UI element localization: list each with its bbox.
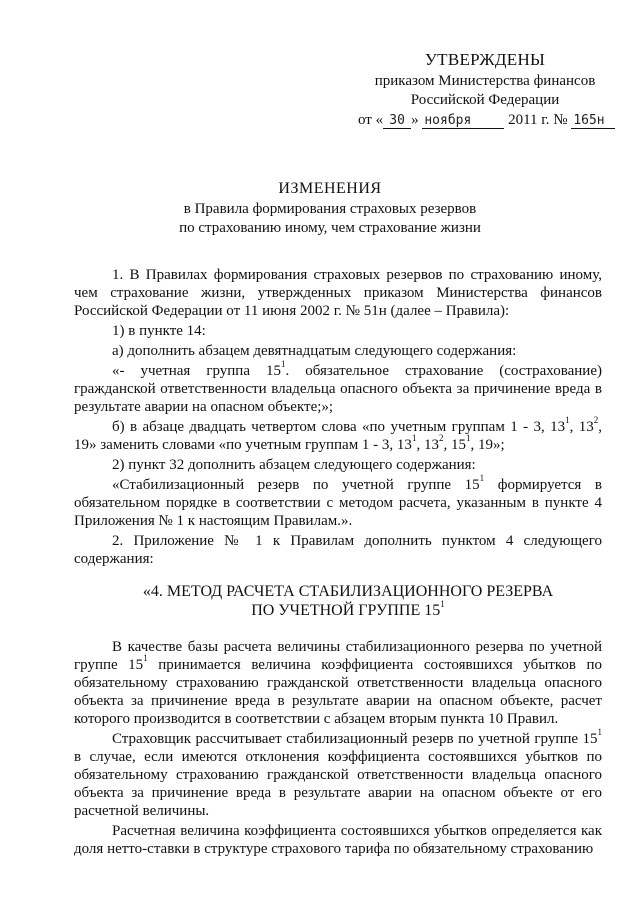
- document-body: [74, 266, 602, 860]
- date-month: ноября: [422, 114, 504, 129]
- approval-line-2: Российской Федерации: [410, 92, 560, 108]
- document-heading: [100, 179, 560, 238]
- section-title-line-1: «4. МЕТОД РАСЧЕТА СТАБИЛИЗАЦИОННОГО РЕЗЕРВА: [142, 583, 554, 600]
- paragraph-6: 2) пункт 32 дополнить абзацем следующего содержания:: [112, 457, 476, 473]
- heading-title: ИЗМЕНЕНИЯ: [278, 180, 382, 197]
- paragraph-7: «Стабилизационный резерв по учетной группе $15^1$ формируется в обязательном порядке в соответствии с методом расчета, указанным в пункте 4 Приложения № 1 к настоящим Правилам.».: [74, 473, 602, 529]
- paragraph-2: 1) в пункте 14:: [112, 323, 206, 339]
- paragraph-11: Расчетная величина коэффициента состоявшихся убытков определяется как доля нетто-ставки в структуре страхового тарифа по обязательному страхованию: [74, 823, 602, 857]
- approval-line-1: приказом Министерства финансов: [374, 73, 596, 89]
- date-year: 2011 г. №: [508, 112, 568, 128]
- section-title-line-2: ПО УЧЕТНОЙ ГРУППЕ $15^1$: [251, 598, 445, 619]
- heading-line-1: в Правила формирования страховых резервов: [183, 201, 477, 217]
- date-prefix: от «: [358, 112, 384, 128]
- paragraph-1: 1. В Правилах формирования страховых резервов по страхованию иному, чем страхование жизни, утвержденных приказом Министерства финансов Российской Федерации от 11 июня 2002 г. № 51н (далее – Правила):: [74, 267, 602, 319]
- approval-date-line: [358, 112, 615, 129]
- heading-line-2: по страхованию иному, чем страхование жизни: [179, 220, 481, 236]
- approval-title: УТВЕРЖДЕНЫ: [424, 50, 546, 69]
- section-title: [74, 582, 602, 620]
- approval-block: [360, 50, 610, 110]
- date-mid: »: [411, 112, 419, 128]
- paragraph-5: б) в абзаце двадцать четвертом слова «по учетным группам 1 - 3, $13^1$, $13^2$, 19» заменить словами «по учетным группам 1 - 3, $13^1$, $13^2$, $15^1$, 19»;: [74, 415, 603, 453]
- paragraph-10: Страховщик рассчитывает стабилизационный резерв по учетной группе $15^1$ в случае, если имеются отклонения коэффициента состоявшихся убытков по обязательному страхованию гражданской ответственности владельца опасного объекта за причинение вреда в результате аварии на опасном объекте от его расчетной величины.: [74, 727, 602, 819]
- paragraph-9: В качестве базы расчета величины стабилизационного резерва по учетной группе $15^1$ принимается величина коэффициента состоявшихся убытков по обязательному страхованию гражданской ответственности владельца опасного объекта за причинение вреда в результате аварии на опасном объекте, расчет которого производится в соответствии с абзацем вторым пункта 10 Правил.: [74, 639, 602, 727]
- paragraph-8: 2. Приложение № 1 к Правилам дополнить пунктом 4 следующего содержания:: [74, 533, 602, 567]
- date-day: 30: [383, 114, 411, 129]
- paragraph-3: а) дополнить абзацем девятнадцатым следующего содержания:: [112, 343, 517, 359]
- paragraph-4: «- учетная группа $15^1$. обязательное страхование (сострахование) гражданской ответственности владельца опасного объекта за причинение вреда в результате аварии на опасном объекте;»;: [74, 359, 602, 415]
- order-number: 165н: [571, 114, 615, 129]
